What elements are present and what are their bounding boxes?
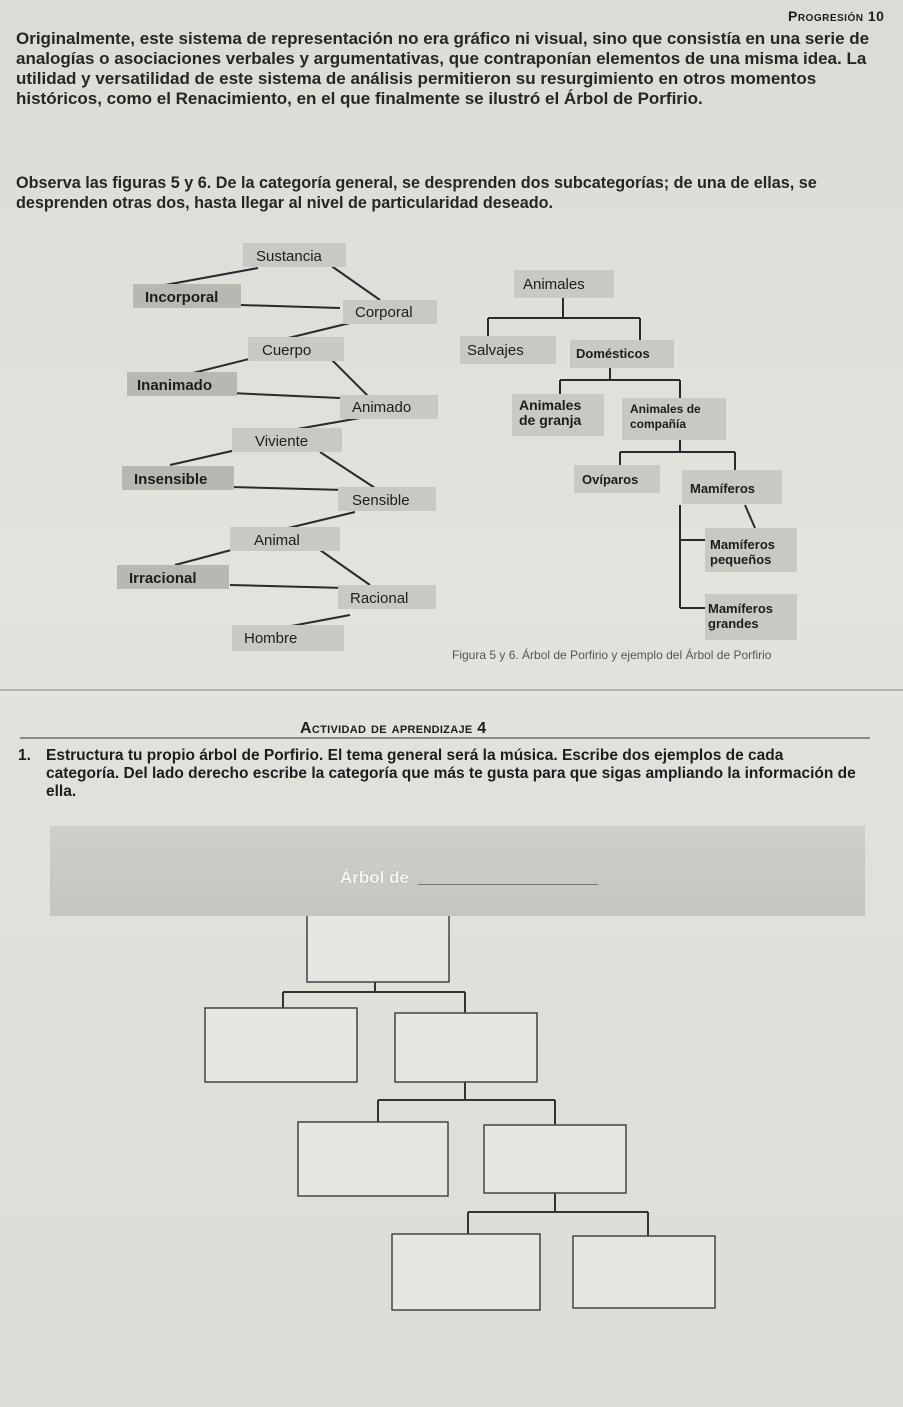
activity-title: Actividad de aprendizaje 4 (300, 720, 487, 737)
node-insensible: Insensible (134, 471, 208, 488)
blank-box-l3-left (392, 1234, 540, 1310)
node-cuerpo: Cuerpo (262, 342, 312, 359)
ex-node-compania: Animales de compañía (630, 402, 701, 431)
ex-node-animales: Animales (523, 276, 585, 293)
node-viviente: Viviente (255, 433, 309, 450)
node-racional: Racional (350, 590, 409, 607)
node-inanimado: Inanimado (137, 377, 213, 394)
node-hombre: Hombre (244, 630, 298, 647)
node-sustancia: Sustancia (256, 248, 322, 265)
ex-node-domesticos: Domésticos (576, 346, 650, 361)
ex-node-oviparos: Ovíparos (582, 472, 639, 487)
tree-title: Árbol de (340, 868, 409, 887)
activity-number: 1. (18, 747, 31, 764)
blank-box-l2-left (298, 1122, 448, 1196)
blank-box-l3-right (573, 1236, 715, 1308)
ex-node-salvajes: Salvajes (467, 342, 524, 359)
node-irracional: Irracional (129, 570, 197, 587)
tree-title-blank[interactable] (418, 884, 598, 885)
ex-node-mamiferos: Mamíferos (690, 481, 756, 496)
node-sensible: Sensible (352, 492, 410, 509)
ex-node-granja: Animales de granja (519, 397, 582, 428)
node-incorporal: Incorporal (145, 289, 219, 306)
tree-title-band (50, 826, 865, 916)
blank-box-l2-right (484, 1125, 626, 1193)
ex-node-pequenos: Mamíferos pequeños (710, 537, 776, 567)
progression-label: Progresión 10 (788, 8, 885, 24)
ex-node-grandes: Mamíferos grandes (708, 601, 774, 631)
node-corporal: Corporal (355, 304, 413, 321)
blank-box-root (307, 905, 449, 982)
node-animal: Animal (254, 532, 300, 549)
blank-box-l1-right (395, 1013, 537, 1082)
blank-box-l1-left (205, 1008, 357, 1082)
intro-paragraph: Originalmente, este sistema de representación no era gráfico ni visual, sino que consistía en una serie de analogías o asociaciones verbales y argumentativas, que contraponían elementos de una misma idea. La utilidad y versatilidad de este sistema de análisis permitieron su resurgimiento en otros momentos históricos, como el Renacimiento, en el que finalmente se ilustró el Árbol de Porfirio. (16, 29, 870, 108)
node-animado: Animado (352, 399, 412, 416)
figure-caption: Figura 5 y 6. Árbol de Porfirio y ejemplo del Árbol de Porfirio (452, 648, 772, 662)
blank-tree-boxes (205, 905, 715, 1310)
instruction-paragraph: Observa las figuras 5 y 6. De la categoría general, se desprenden dos subcategorías; de una de ellas, se desprenden otras dos, hasta llegar al nivel de particularidad deseado. (16, 174, 817, 212)
activity-instruction: Estructura tu propio árbol de Porfirio. El tema general será la música. Escribe dos ejemplos de cada categoría. Del lado derecho escribe la categoría que más te gusta para que sigas ampliando la información de ella. (46, 747, 856, 800)
